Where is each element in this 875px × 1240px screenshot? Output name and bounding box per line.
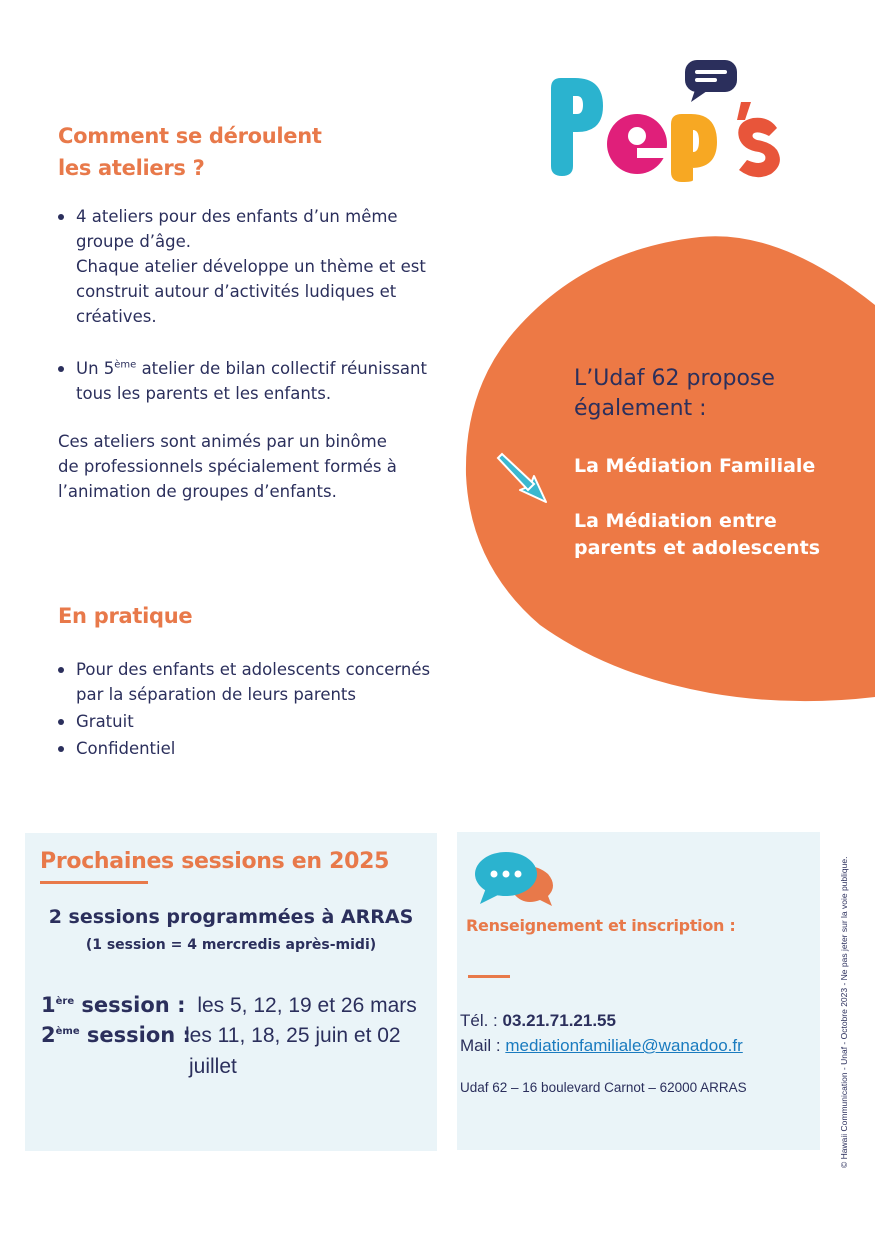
- bullet2-line1: [76, 356, 458, 381]
- bullet2-superscript: ème: [114, 359, 137, 371]
- bullet1-line: construit autour d’activités ludiques et: [76, 282, 397, 301]
- tel-value[interactable]: 03.21.71.21.55: [502, 1011, 616, 1030]
- peps-logo-graphic: [545, 58, 785, 183]
- list-item: Confidentiel: [58, 736, 458, 761]
- session-1-dates: les 5, 12, 19 et 26 mars: [197, 994, 417, 1017]
- ateliers-paragraph: [58, 429, 458, 504]
- section-title-ateliers: [58, 120, 322, 184]
- list-item: [58, 657, 458, 707]
- session-2-text: session :: [79, 1023, 191, 1047]
- session-1-superscript: ère: [55, 996, 75, 1007]
- section-title-ateliers-line1: Comment se déroulent: [58, 124, 322, 148]
- sessions-title: Prochaines sessions en 2025: [40, 849, 390, 874]
- arrow-icon: [494, 450, 552, 508]
- blob-item2-line: La Médiation entre: [574, 510, 777, 532]
- bullet1-line: groupe d’âge.: [76, 232, 192, 251]
- session-1-number: 1: [41, 993, 56, 1017]
- blob-item-mediation-familiale: La Médiation Familiale: [574, 455, 816, 477]
- paragraph-line: de professionnels spécialement formés à: [58, 457, 397, 476]
- sessions-subtitle: 2 sessions programmées à ARRAS: [48, 906, 414, 928]
- contact-tel: [460, 1008, 616, 1033]
- bullet2-prefix: Un 5: [76, 359, 115, 378]
- session-2-dates: [185, 1020, 401, 1082]
- session-2-row: [41, 1020, 191, 1051]
- blob-intro-line: L’Udaf 62 propose: [574, 366, 775, 391]
- contact-title-underline: [468, 975, 510, 978]
- session-1-text: session :: [74, 993, 186, 1017]
- bullet1-line: Chaque atelier développe un thème et est: [76, 257, 426, 276]
- contact-address: Udaf 62 – 16 boulevard Carnot – 62000 ARRAS: [460, 1080, 747, 1095]
- pratique-bullets: [58, 657, 458, 761]
- sessions-title-underline: [40, 881, 148, 884]
- section-title-ateliers-line2: les ateliers ?: [58, 156, 205, 180]
- chat-bubbles-icon: [474, 848, 554, 910]
- paragraph-line: l’animation de groupes d’enfants.: [58, 482, 337, 501]
- sessions-note: (1 session = 4 mercredis après-midi): [85, 937, 377, 953]
- bullet2-rest: atelier de bilan collectif réunissant: [136, 359, 427, 378]
- pratique-bullet1-line: Pour des enfants et adolescents concernés: [76, 660, 431, 679]
- session-1-label: [41, 993, 185, 1017]
- bullet1-line: créatives.: [76, 307, 157, 326]
- contact-mail: [460, 1033, 743, 1058]
- session-2-dates-line: les 11, 18, 25 juin et 02: [185, 1024, 401, 1047]
- mail-link[interactable]: mediationfamiliale@wanadoo.fr: [505, 1036, 743, 1055]
- session-2-number: 2: [41, 1023, 56, 1047]
- contact-title: Renseignement et inscription :: [466, 916, 736, 935]
- tel-label: Tél. :: [460, 1011, 503, 1030]
- paragraph-line: Ces ateliers sont animés par un binôme: [58, 432, 387, 451]
- list-item: Gratuit: [58, 709, 458, 734]
- blob-item2-line: parents et adolescents: [574, 537, 821, 559]
- session-2-superscript: ème: [55, 1026, 80, 1037]
- session-1-row: [41, 990, 417, 1021]
- ateliers-bullets: [58, 204, 458, 406]
- blob-intro: [574, 364, 775, 424]
- list-item: [58, 356, 458, 406]
- bullet2-line2: tous les parents et les enfants.: [76, 384, 332, 403]
- peps-logo: [545, 58, 785, 183]
- blob-intro-line: également :: [574, 396, 707, 421]
- list-item: [58, 204, 458, 329]
- mail-label: Mail :: [460, 1036, 506, 1055]
- blob-item-mediation-ados: [574, 508, 820, 562]
- section-title-pratique: En pratique: [58, 604, 193, 628]
- vertical-credit-text: © Hawaii Communication - Unaf - Octobre 2023 - Ne pas jeter sur la voie publique.: [839, 856, 849, 1168]
- pratique-bullet1-line: par la séparation de leurs parents: [76, 685, 357, 704]
- session-2-dates-line: juillet: [189, 1055, 237, 1078]
- session-2-label: [41, 1023, 191, 1047]
- bullet1-line: 4 ateliers pour des enfants d’un même: [76, 207, 398, 226]
